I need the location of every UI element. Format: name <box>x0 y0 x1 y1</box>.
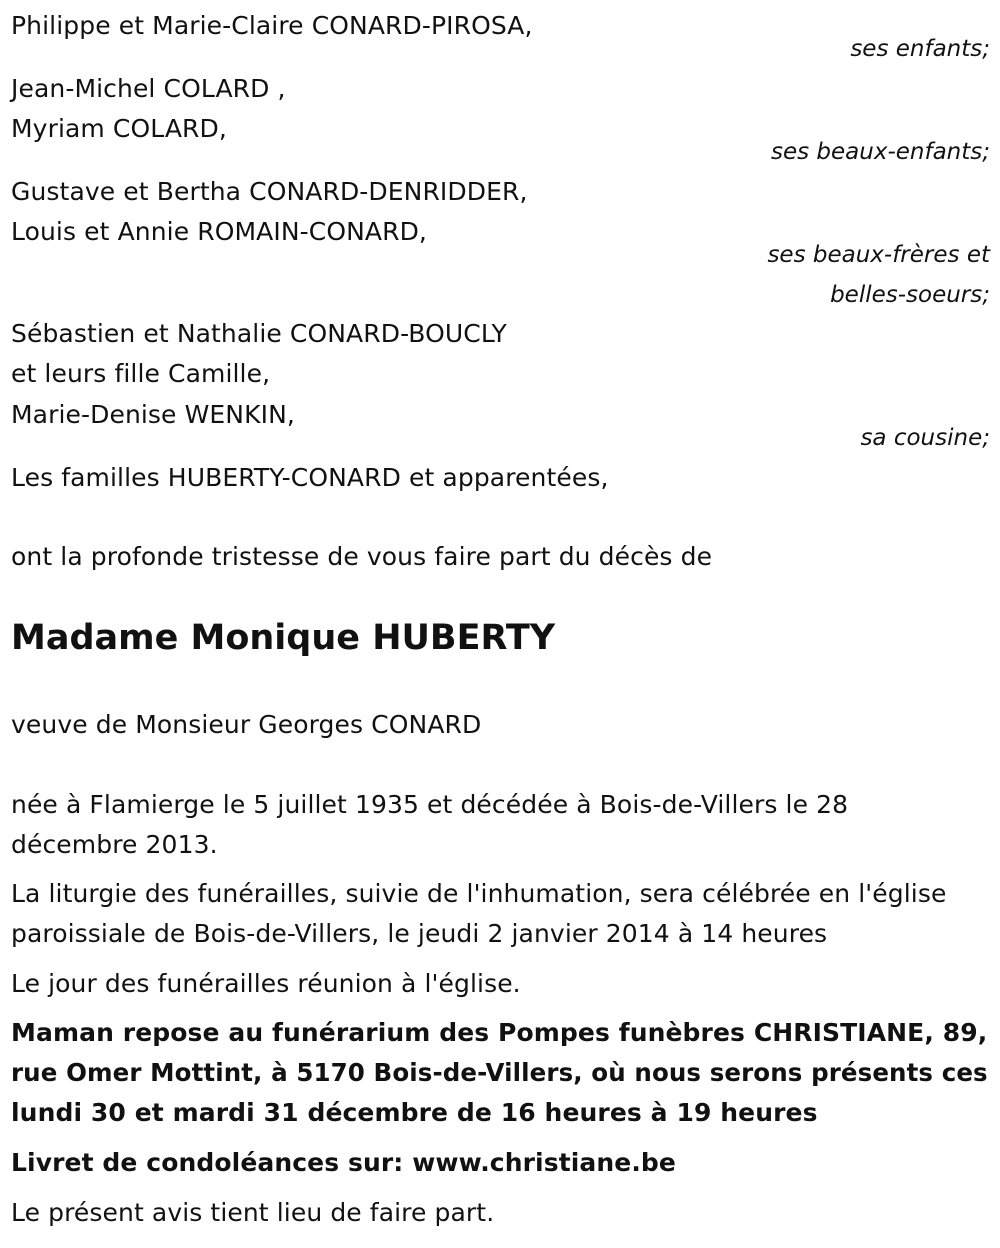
liturgy-line-2: paroissiale de Bois-de-Villers, le jeudi 2 janvier 2014 à 14 heures <box>11 919 828 948</box>
intro-text: ont la profonde tristesse de vous faire part du décès de <box>11 542 713 571</box>
stepchild-2: Myriam COLARD, <box>11 114 227 143</box>
funerarium-line-3: lundi 30 et mardi 31 décembre de 16 heures à 19 heures <box>11 1098 818 1127</box>
birth-death-line-1: née à Flamierge le 5 juillet 1935 et décédée à Bois-de-Villers le 28 <box>11 790 849 819</box>
widow-of: veuve de Monsieur Georges CONARD <box>11 710 482 739</box>
cousin-name: Marie-Denise WENKIN, <box>11 400 295 429</box>
stepchildren-role: ses beaux-enfants; <box>770 139 990 165</box>
children-role: ses enfants; <box>850 36 990 62</box>
condolences-link[interactable]: Livret de condoléances sur: www.christiane.be <box>11 1148 676 1177</box>
inlaws-role-1: ses beaux-frères et <box>767 242 990 268</box>
birth-death-line-2: décembre 2013. <box>11 830 218 859</box>
meeting-text: Le jour des funérailles réunion à l'église. <box>11 969 521 998</box>
cousin-role: sa cousine; <box>860 425 990 451</box>
deceased-name: Madame Monique HUBERTY <box>11 618 556 658</box>
children-names: Philippe et Marie-Claire CONARD-PIROSA, <box>11 11 533 40</box>
funerarium-line-2: rue Omer Mottint, à 5170 Bois-de-Villers, où nous serons présents ces <box>11 1058 988 1087</box>
grandchildren-1: Sébastien et Nathalie CONARD-BOUCLY <box>11 319 507 348</box>
inlaws-role-2: belles-soeurs; <box>830 282 990 308</box>
families-line: Les familles HUBERTY-CONARD et apparentées, <box>11 463 609 492</box>
closing-text: Le présent avis tient lieu de faire part. <box>11 1198 495 1227</box>
stepchild-1: Jean-Michel COLARD , <box>11 74 286 103</box>
liturgy-line-1: La liturgie des funérailles, suivie de l'inhumation, sera célébrée en l'église <box>11 879 947 908</box>
inlaws-1: Gustave et Bertha CONARD-DENRIDDER, <box>11 177 528 206</box>
grandchildren-2: et leurs fille Camille, <box>11 359 271 388</box>
funerarium-line-1: Maman repose au funérarium des Pompes funèbres CHRISTIANE, 89, <box>11 1018 988 1047</box>
inlaws-2: Louis et Annie ROMAIN-CONARD, <box>11 217 427 246</box>
